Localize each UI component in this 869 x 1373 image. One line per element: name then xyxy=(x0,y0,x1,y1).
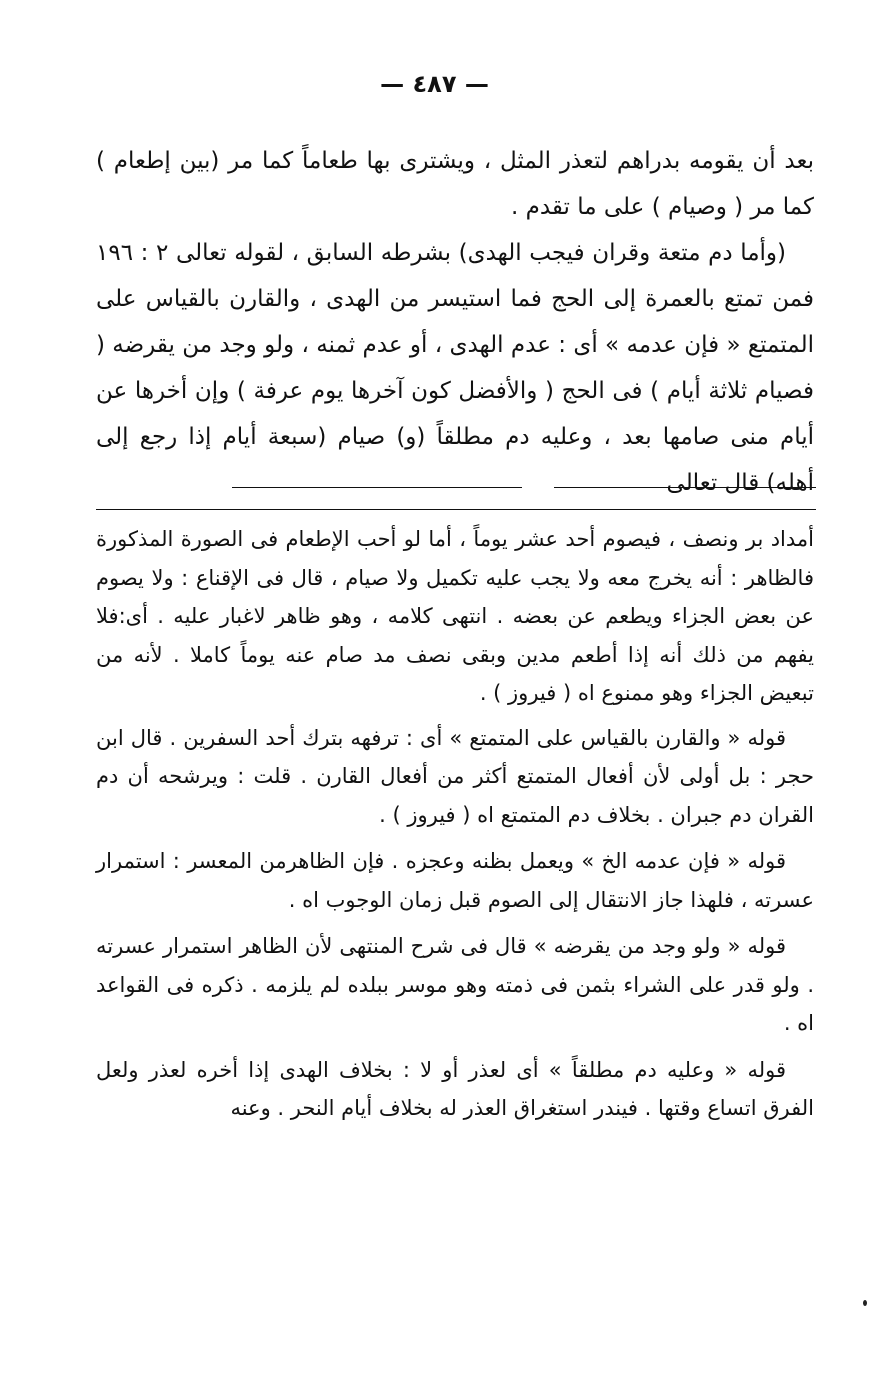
main-text xyxy=(96,138,814,506)
footnote-paragraph: قوله « فإن عدمه الخ » ويعمل بظنه وعجزه . فإن الظاهرمن المعسر : استمرار عسرته ، فلهذا جاز الانتقال إلى الصوم قبل زمان الوجوب اه . xyxy=(96,849,814,912)
margin-mark xyxy=(863,1300,867,1306)
divider-rule xyxy=(232,487,522,488)
main-paragraph: بعد أن يقومه بدراهم لتعذر المثل ، ويشترى بها طعاماً كما مر (بين إطعام ) كما مر ( وصيام ) على ما تقدم . xyxy=(96,148,814,220)
footnotes xyxy=(96,520,814,1134)
main-paragraph: (وأما دم متعة وقران فيجب الهدى) بشرطه السابق ، لقوله تعالى ٢ : ١٩٦ فمن تمتع بالعمرة إلى الحج فما استيسر من الهدى ، والقارن بالقياس على المتمتع « فإن عدمه » أى : عدم الهدى ، أو عدم ثمنه ، ولو وجد من يقرضه ( فصيام ثلاثة أيام ) فى الحج ( والأفضل كون آخرها يوم عرفة ) وإن أخرها عن أيام منى صامها بعد ، وعليه دم مطلقاً (و) صيام (سبعة أيام إذا رجع إلى أهله) قال تعالى xyxy=(96,240,814,496)
footnote-paragraph: أمداد بر ونصف ، فيصوم أحد عشر يوماً ، أما لو أحب الإطعام فى الصورة المذكورة فالظاهر : أنه يخرج معه ولا يجب عليه تكميل ولا صيام ، قال فى الإقناع : ولا يصوم عن بعض الجزاء ويطعم عن بعضه . انتهى كلامه ، وهو ظاهر لاغبار عليه . أى:فلا يفهم من ذلك أنه إذا أطعم مدين وبقى نصف مد صام عنه يوماً كاملا . لأنه من تبعيض الجزاء وهو ممنوع اه ( فيروز ) . xyxy=(96,527,814,705)
divider-rule xyxy=(96,509,816,510)
divider-rule xyxy=(554,487,816,488)
footnote-paragraph: قوله « وعليه دم مطلقاً » أى لعذر أو لا : بخلاف الهدى إذا أخره لعذر ولعل الفرق اتساع وقتها . فيندر استغراق العذر له بخلاف أيام النحر . وعنه xyxy=(96,1057,814,1120)
footnote-paragraph: قوله « والقارن بالقياس على المتمتع » أى : ترفهه بترك أحد السفرين . قال ابن حجر : بل أولى لأن أفعال المتمتع أكثر من أفعال القارن . قلت : ويرشحه أن دم القران دم جبران . بخلاف دم المتمتع اه ( فيروز ) . xyxy=(96,725,814,827)
footnote-paragraph: قوله « ولو وجد من يقرضه » قال فى شرح المنتهى لأن الظاهر استمرار عسرته . ولو قدر على الشراء بثمن فى ذمته وهو موسر ببلده لم يلزمه . ذكره فى القواعد اه . xyxy=(96,934,814,1035)
page-number: — ٤٨٧ — xyxy=(380,70,489,98)
footnote-divider xyxy=(96,487,816,511)
